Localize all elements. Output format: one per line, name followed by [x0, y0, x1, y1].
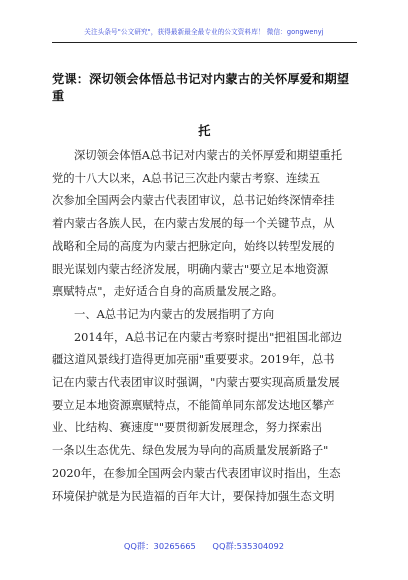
section-heading: 一、A总书记为内蒙古的发展指明了方向: [74, 307, 275, 321]
footer: [0, 540, 408, 552]
body-line: 疆这道风景线打造得更加亮丽"重要要求。2019年，总书: [52, 353, 335, 367]
body-line: 着内蒙古各族人民，在内蒙古发展的每一个关键节点，从: [52, 217, 335, 231]
body-line: 2020年，在参加全国两会内蒙古代表团审议时指出，生态: [52, 466, 341, 480]
body-line: 环境保护就是为民造福的百年大计，要保持加强生态文明: [52, 489, 335, 503]
body-line: 党的十八大以来，A总书记三次赴内蒙古考察、连续五: [52, 171, 320, 185]
header-divider: [52, 42, 357, 43]
footer-qq-group-1: QQ群：30265665: [123, 541, 196, 551]
body-line: 战略和全局的高度为内蒙古把脉定向，始终以转型发展的: [52, 239, 335, 253]
body-line: 禀赋特点"，走好适合自身的高质量发展之路。: [52, 285, 284, 299]
body-line: 要立足本地资源禀赋特点，不能简单同东部发达地区攀产: [52, 398, 335, 412]
body-line: 眼光谋划内蒙古经济发展，明确内蒙古"要立足本地资源: [52, 262, 329, 276]
document-title-continuation: 托: [198, 124, 211, 138]
header-note: 关注头条号"公文研究"，获得最新最全最专业的公文资料库！ 微信：gongwenyj: [84, 28, 324, 36]
document-title: 党课：深切领会体悟总书记对内蒙古的关怀厚爱和期望重: [52, 72, 350, 103]
body-line: 2014年，A总书记在内蒙古考察时提出"把祖国北部边: [74, 330, 343, 344]
body-line: 深切领会体悟A总书记对内蒙古的关怀厚爱和期望重托: [74, 149, 342, 162]
body-line: 次参加全国两会内蒙古代表团审议，总书记始终深情牵挂: [52, 194, 335, 208]
body-line: 一条以生态优先、绿色发展为导向的高质量发展新路子": [52, 444, 329, 458]
body-line: 业、比结构、赛速度""要贯彻新发展理念，努力探索出: [52, 421, 323, 435]
body-line: 记在内蒙古代表团审议时强调，"内蒙古要实现高质量发展: [52, 376, 340, 390]
document-body: [52, 145, 357, 508]
footer-qq-group-2: QQ群:535304092: [212, 541, 285, 551]
